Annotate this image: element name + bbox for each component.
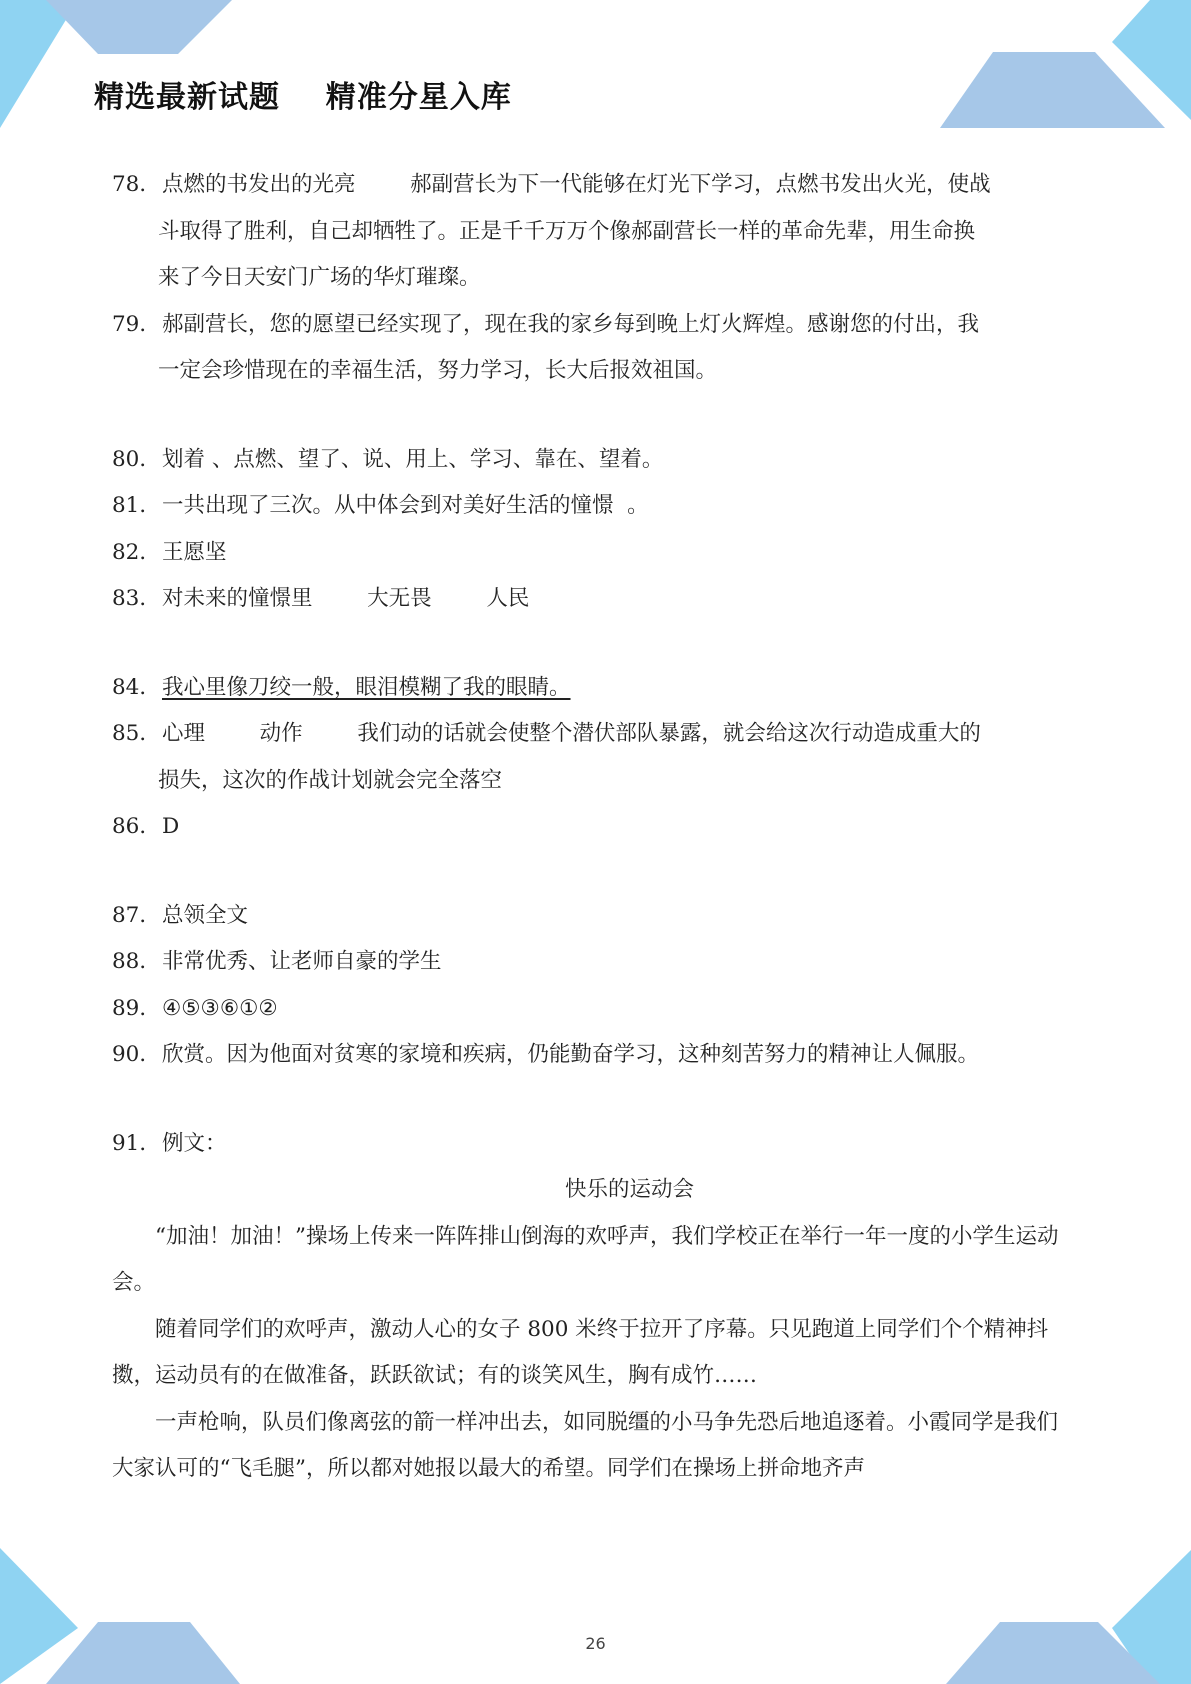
decor-shape-top-right-trapezoid xyxy=(940,52,1165,128)
answer-number: 82． xyxy=(112,539,161,565)
decor-shape-top-left-trapezoid xyxy=(46,0,232,54)
essay-paragraph: 一声枪响，队员们像离弦的箭一样冲出去，如同脱缰的小马争先恐后地追逐着。小霞同学是我们大家认可的“飞毛腿”，所以都对她报以最大的希望。同学们在操场上拼命地齐声 xyxy=(112,1409,1059,1481)
answer-text: 郝副营长，您的愿望已经实现了，现在我的家乡每到晚上灯火辉煌。感谢您的付出，我 xyxy=(162,311,980,337)
answer-number: 79． xyxy=(112,311,161,337)
answer-item-89 xyxy=(112,986,1077,1033)
answer-item-90 xyxy=(112,1032,1077,1079)
answer-item-87 xyxy=(112,893,1077,940)
answer-text: 点燃的书发出的光亮 郝副营长为下一代能够在灯光下学习，点燃书发出火光，使战 xyxy=(162,172,991,197)
answer-content xyxy=(112,162,1077,1493)
answer-number: 81． xyxy=(112,493,161,518)
essay-paragraph: “加油！加油！”操场上传来一阵阵排山倒海的欢呼声，我们学校正在举行一年一度的小学生运动会。 xyxy=(112,1223,1059,1295)
answer-number: 85． xyxy=(112,721,161,746)
answer-number: 89． xyxy=(112,995,161,1021)
answer-item-91 xyxy=(112,1121,1077,1168)
answer-text: 心理 动作 我们动的话就会使整个潜伏部队暴露，就会给这次行动造成重大的 xyxy=(162,721,981,746)
answer-item-83 xyxy=(112,576,1077,623)
essay-title: 快乐的运动会 xyxy=(564,1177,694,1202)
answer-text: 一共出现了三次。从中体会到对美好生活的憧憬 。 xyxy=(162,493,649,518)
answer-text: 欣赏。因为他面对贫寒的家境和疾病，仍能勤奋学习，这种刻苦努力的精神让人佩服。 xyxy=(162,1042,980,1067)
underlined-answer-text: 我心里像刀绞一般，眼泪模糊了我的眼睛。 xyxy=(162,674,571,700)
answer-text: 例文： xyxy=(162,1130,227,1156)
answer-text: ④⑤③⑥①② xyxy=(162,995,278,1021)
header-title: 精选最新试题 精准分星入库 xyxy=(94,80,512,115)
answer-item-84 xyxy=(112,665,1077,712)
answer-text: 划着 、点燃、望了、说、用上、学习、靠在、望着。 xyxy=(162,446,664,472)
answer-item-86 xyxy=(112,804,1077,851)
answer-continuation: 来了今日天安门广场的华灯璀璨。 xyxy=(158,265,481,290)
answer-number: 91． xyxy=(112,1130,161,1156)
page-number: 26 xyxy=(585,1634,606,1653)
answer-number: 86． xyxy=(112,814,161,839)
answer-number: 83． xyxy=(112,586,161,611)
answer-number: 80． xyxy=(112,446,161,472)
answer-text: 总领全文 xyxy=(162,902,249,928)
answer-number: 88． xyxy=(112,949,161,974)
answer-item-88 xyxy=(112,939,1077,986)
answer-continuation: 斗取得了胜利，自己却牺牲了。正是千千万万个像郝副营长一样的革命先辈，用生命换 xyxy=(158,218,976,244)
answer-item-81 xyxy=(112,483,1077,530)
answer-text: 对未来的憧憬里 大无畏 人民 xyxy=(162,586,530,611)
answer-number: 84． xyxy=(112,674,161,700)
answer-number: 87． xyxy=(112,902,161,928)
answer-continuation: 一定会珍惜现在的幸福生活，努力学习，长大后报效祖国。 xyxy=(158,358,718,383)
answer-item-79 xyxy=(112,302,1077,349)
answer-continuation: 损失，这次的作战计划就会完全落空 xyxy=(158,767,503,793)
answer-number: 78． xyxy=(112,172,161,197)
answer-item-82 xyxy=(112,530,1077,577)
answer-text: 王愿坚 xyxy=(162,539,227,565)
answer-number: 90． xyxy=(112,1042,161,1067)
answer-item-80 xyxy=(112,437,1077,484)
essay-paragraph: 随着同学们的欢呼声，激动人心的女子 800 米终于拉开了序幕。只见跑道上同学们个个精神抖擞，运动员有的在做准备，跃跃欲试；有的谈笑风生，胸有成竹…… xyxy=(112,1316,1049,1388)
decor-shape-bottom-left-trapezoid xyxy=(46,1622,240,1684)
answer-text: 非常优秀、让老师自豪的学生 xyxy=(162,949,442,974)
answer-item-85 xyxy=(112,711,1077,758)
answer-text: D xyxy=(162,814,180,839)
answer-item-78 xyxy=(112,162,1077,209)
